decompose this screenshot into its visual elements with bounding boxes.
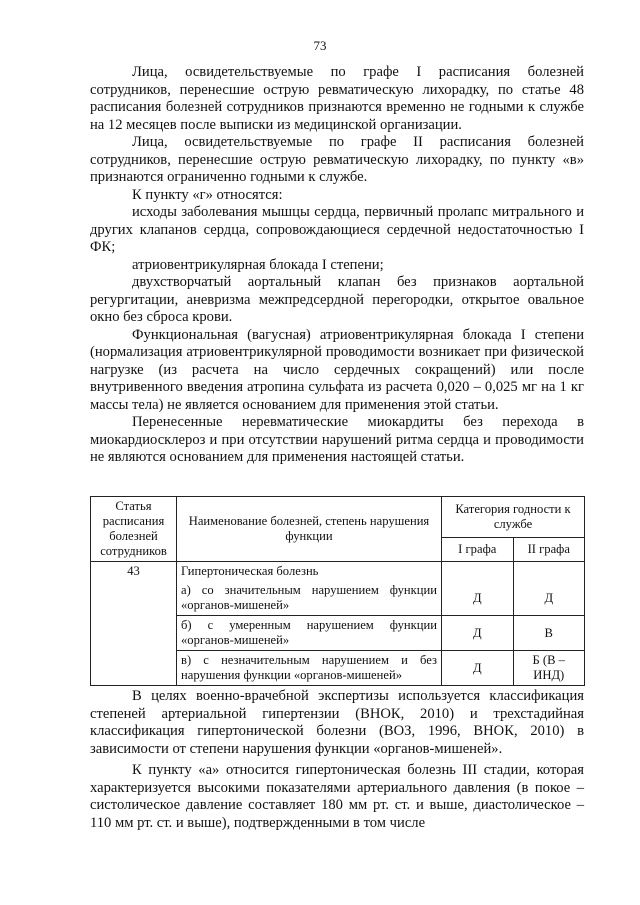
row-description: в) с незначительным нарушением и без нарушения функции «органов-мишеней» [177, 651, 442, 686]
header-name: Наименование болезней, степень нарушения функции [177, 497, 442, 562]
paragraph: Лица, освидетельствуемые по графе I расписания болезней сотрудников, перенесшие острую ревматическую лихорадку, по статье 48 расписания болезней сотрудников признаются временно не годными к службе на 12 месяцев после выписки из медицинской организации. [90, 64, 584, 133]
body-text [90, 64, 584, 467]
article-number: 43 [91, 562, 177, 686]
paragraph: атриовентрикулярная блокада I степени; [132, 256, 384, 273]
header-article: Статья расписания болезней сотрудников [91, 497, 177, 562]
paragraph: В целях военно-врачебной экспертизы используется классификация степеней артериальной гипертензии (ВНОК, 2010) и трехстадийная классификация гипертонической болезни (ВОЗ, 1996, ВНОК, 2010) в зависимости от степени нарушения функции «органов-мишеней». [90, 688, 584, 757]
paragraph: К пункту «г» относятся: [132, 186, 283, 203]
header-col1: I графа [442, 538, 514, 562]
header-category: Категория годности к службе [442, 497, 585, 538]
paragraph: Лица, освидетельствуемые по графе II расписания болезней сотрудников, перенесшие острую ревматическую лихорадку, по пункту «в» признаются ограниченно годными к службе. [90, 134, 584, 185]
grade-col1: Д [442, 651, 514, 686]
paragraph: двухстворчатый аортальный клапан без признаков аортальной регургитации, аневризма межпредсердной перегородки, открытое овальное окно без сброса крови. [90, 274, 584, 325]
tail-text [90, 688, 584, 832]
header-col2: II графа [513, 538, 585, 562]
empty-cell [442, 562, 514, 582]
empty-cell [513, 562, 585, 582]
fitness-table [90, 496, 585, 686]
grade-col1: Д [442, 616, 514, 651]
page-number: 73 [313, 38, 327, 53]
grade-col2: Б (В – ИНД) [513, 651, 585, 686]
paragraph: К пункту «а» относится гипертоническая болезнь III стадии, которая характеризуется высокими показателями артериального давления (в покое – систолическое давление составляет 180 мм рт. ст. и выше, диастолическое – 110 мм рт. ст. и выше), подтвержденными в том числе [90, 762, 584, 831]
row-description: б) с умеренным нарушением функции «органов-мишеней» [177, 616, 442, 651]
paragraph: Перенесенные неревматические миокардиты без перехода в миокардиосклероз и при отсутствии нарушений ритма сердца и проводимости не являются основанием для применения настоящей статьи. [90, 414, 584, 465]
paragraph: Функциональная (вагусная) атриовентрикулярная блокада I степени (нормализация атриовентрикулярной проводимости возникает при физической нагрузке (из расчета на число сердечных сокращений) или после внутривенного введения атропина сульфата из расчета 0,020 – 0,025 мг на 1 кг массы тела) не является основанием для применения этой статьи. [90, 326, 584, 413]
grade-col2: В [513, 616, 585, 651]
grade-col1: Д [442, 581, 514, 616]
row-description: а) со значительным нарушением функции «органов-мишеней» [177, 581, 442, 616]
grade-col2: Д [513, 581, 585, 616]
paragraph: исходы заболевания мышцы сердца, первичный пролапс митрального и других клапанов сердца, сопровождающиеся сердечной недостаточностью I ФК; [90, 204, 584, 255]
disease-name: Гипертоническая болезнь [177, 562, 442, 582]
